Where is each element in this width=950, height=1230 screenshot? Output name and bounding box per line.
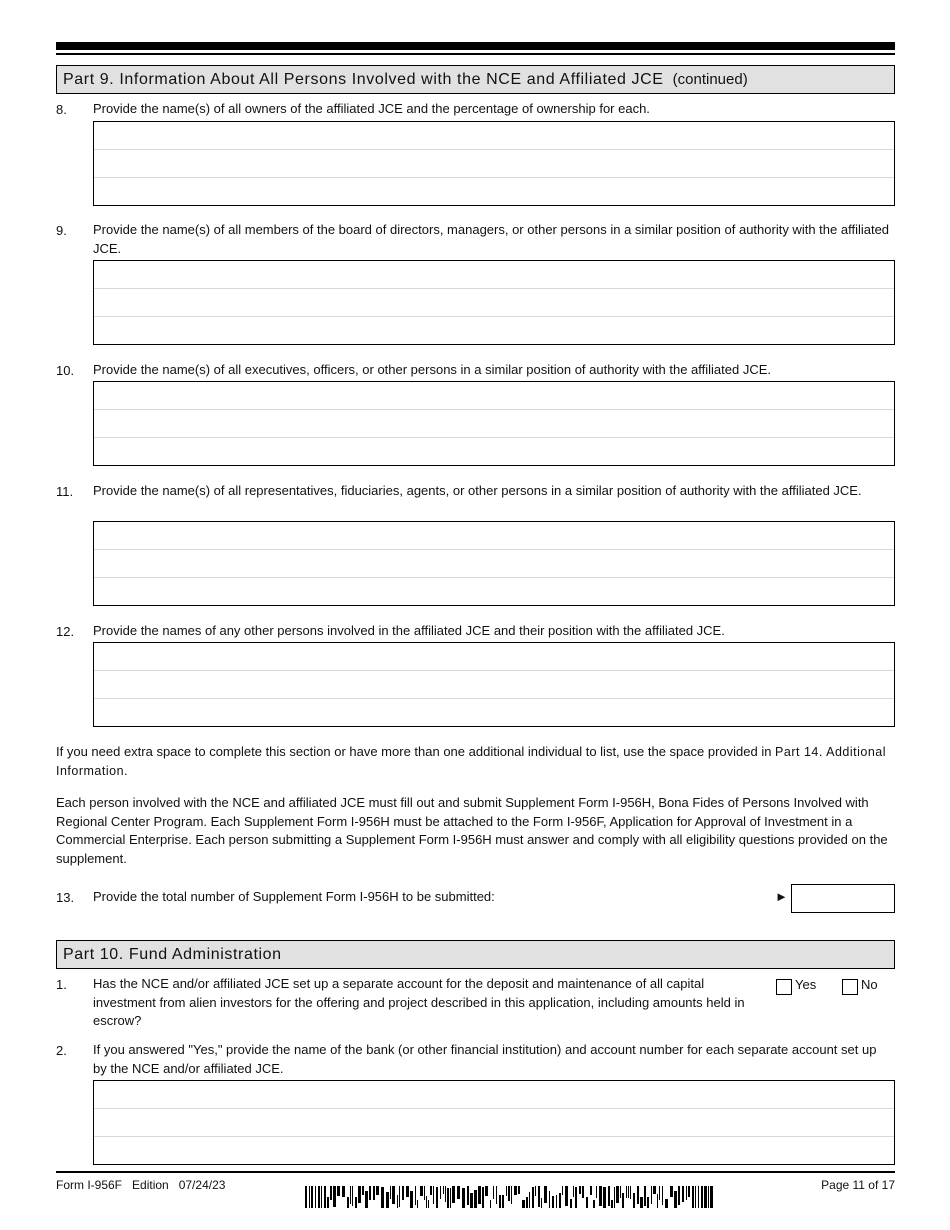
barcode xyxy=(305,1186,713,1208)
item10-answer-field[interactable] xyxy=(93,381,895,466)
item8-answer-field[interactable] xyxy=(93,121,895,206)
item9-number: 9. xyxy=(56,223,67,238)
supplement-count-field[interactable] xyxy=(791,884,895,913)
item12-question: Provide the names of any other persons involved in the affiliated JCE and their position with the affiliated JCE. xyxy=(93,623,725,638)
part14-reference: Part 14. Additional Information xyxy=(56,745,887,778)
item10-question: Provide the name(s) of all executives, officers, or other persons in a similar position of authority with the affiliated JCE. xyxy=(93,362,772,377)
item13-number: 13. xyxy=(56,890,75,905)
top-rule-thin xyxy=(56,53,895,55)
footer-rule xyxy=(56,1171,895,1173)
part10-header xyxy=(56,940,895,969)
item13-question: Provide the total number of Supplement Form I-956H to be submitted: xyxy=(93,889,495,904)
part9-title: Part 9. Information About All Persons Involved with the NCE and Affiliated JCE xyxy=(63,71,664,88)
p10-item1-question: Has the NCE and/or affiliated JCE set up a separate account for the deposit and maintenance of all capital investment from alien investors for the offering and project described in this application, including amounts held in escrow? xyxy=(93,976,745,1028)
p10-item2-question: If you answered "Yes," provide the name of the bank (or other financial institution) and account number for each separate account set up by the NCE and/or affiliated JCE. xyxy=(93,1042,877,1076)
form-edition: Form I-956F Edition 07/24/23 xyxy=(56,1178,226,1192)
p10-item1-number: 1. xyxy=(56,977,67,992)
yes-label: Yes xyxy=(795,977,817,992)
item8-question: Provide the name(s) of all owners of the affiliated JCE and the percentage of ownership for each. xyxy=(93,101,650,116)
arrow-right-icon: ► xyxy=(775,889,788,904)
item12-number: 12. xyxy=(56,624,75,639)
item11-number: 11. xyxy=(56,484,74,499)
top-rule-thick xyxy=(56,42,895,50)
no-label: No xyxy=(861,977,878,992)
supplement-instructions: Each person involved with the NCE and affiliated JCE must fill out and submit Supplement Form I-956H, Bona Fides of Persons Involved with Regional Center Program. Each Supplement Form I-956H must be attached to the Form I-956F, Application for Approval of Investment in a Commercial Enterprise. Each person submitting a Supplement Form I-956H must answer and comply with all eligibility questions provided on the supplement. xyxy=(56,795,888,866)
item9-question: Provide the name(s) of all members of the board of directors, managers, or other persons in a similar position of authority with the affiliated JCE. xyxy=(93,222,890,256)
part9-header xyxy=(56,65,895,94)
yes-checkbox[interactable] xyxy=(776,979,792,995)
item9-answer-field[interactable] xyxy=(93,260,895,345)
no-checkbox[interactable] xyxy=(842,979,858,995)
item11-question: Provide the name(s) of all representatives, fiduciaries, agents, or other persons in a similar position of authority with the affiliated JCE. xyxy=(93,483,862,498)
part9-continued: (continued) xyxy=(672,71,748,88)
page-number: Page 11 of 17 xyxy=(821,1178,895,1192)
item10-number: 10. xyxy=(56,363,75,378)
item8-number: 8. xyxy=(56,102,67,117)
bank-account-field[interactable] xyxy=(93,1080,895,1165)
item12-answer-field[interactable] xyxy=(93,642,895,727)
p10-item2-number: 2. xyxy=(56,1043,67,1058)
extra-space-note xyxy=(56,743,896,780)
extra-space-text: If you need extra space to complete this section or have more than one additional individual to list, use the space provided in xyxy=(56,744,776,759)
extra-space-period: . xyxy=(124,762,128,778)
item11-answer-field[interactable] xyxy=(93,521,895,606)
part10-title: Part 10. Fund Administration xyxy=(63,946,282,963)
